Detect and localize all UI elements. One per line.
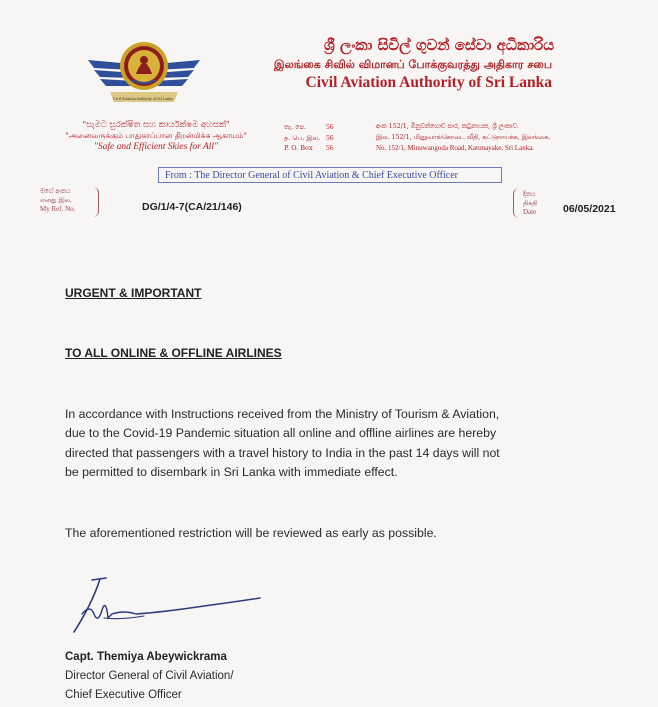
emblem-caption: Civil Aviation Authority of Sri Lanka	[113, 96, 173, 101]
address-tamil: இல. 152/1, மினுவாங்கொடை வீதி, கட்டுநாயக்க, இலங்கை.	[376, 133, 551, 141]
po-box-number: 56	[326, 143, 334, 152]
address-sinhala: අංක 152/1, මිනුවන්ගොඩ පාර, කටුනායක, ශ්‍රී ලංකාව.	[376, 123, 519, 130]
motto-sinhala: "සැමට සුරක්ෂිත සහ කාර්යක්ෂම අහසක්"	[82, 120, 230, 130]
po-box-block	[284, 122, 346, 154]
authority-name-tamil: இலங்கை சிவில் விமானப் போக்குவரத்து அதிகார சபை	[273, 58, 552, 71]
po-box-label: P. O. Box	[284, 144, 313, 152]
paragraph-line: be permitted to disembark in Sri Lanka with immediate effect.	[65, 464, 398, 479]
date-label-sinhala: දිනය	[523, 191, 536, 198]
letter-date: 06/05/2021	[563, 203, 616, 215]
reference-label-sinhala: මගේ අංකය	[40, 188, 71, 195]
motto-tamil: "அனைவருக்கும் பாதுகாப்பான திறன்மிக்க ஆகாயம்"	[65, 131, 247, 140]
motto-english: "Safe and Efficient Skies for All"	[93, 142, 219, 152]
motto-block	[36, 120, 276, 153]
reference-bracket	[92, 187, 99, 217]
signatory-title-line1: Director General of Civil Aviation/	[65, 670, 234, 682]
authority-name-english: Civil Aviation Authority of Sri Lanka	[305, 74, 552, 91]
paragraph-line: due to the Covid-19 Pandemic situation all online and offline airlines are hereby	[65, 426, 497, 441]
date-label-english: Date	[523, 208, 537, 216]
signatory-title-line2: Chief Executive Officer	[65, 689, 182, 701]
po-box-row	[284, 133, 346, 144]
heading-recipients: TO ALL ONLINE & OFFLINE AIRLINES	[65, 346, 282, 360]
date-label-tamil: திகதி	[523, 200, 538, 207]
signatory-name: Capt. Themiya Abeywickrama	[65, 651, 227, 663]
reference-label-english: My Ref. No.	[40, 205, 76, 213]
po-box-number: 56	[326, 122, 334, 131]
date-labels	[523, 190, 537, 217]
heading-urgent: URGENT & IMPORTANT	[65, 286, 202, 300]
po-box-label: තැ. පෙ.	[284, 123, 307, 131]
po-box-number: 56	[326, 132, 334, 142]
paragraph-line: directed that passengers with a travel history to India in the past 14 days will not	[65, 445, 500, 460]
reference-labels	[40, 187, 75, 214]
handwritten-signature	[64, 574, 264, 636]
address-english: No. 152/1, Minuwangoda Road, Katunayake, Sri Lanka.	[376, 144, 535, 152]
address-block	[376, 122, 646, 154]
date-bracket	[513, 188, 520, 218]
main-paragraph	[65, 405, 645, 482]
from-line: From : The Director General of Civil Aviation & Chief Executive Officer	[158, 167, 502, 183]
po-box-row	[284, 122, 346, 133]
po-box-row	[284, 143, 346, 154]
review-note: The aforementioned restriction will be reviewed as early as possible.	[65, 526, 437, 540]
paragraph-line: In accordance with Instructions received from the Ministry of Tourism & Aviation,	[65, 407, 500, 421]
reference-label-tamil: எனது இல.	[40, 197, 72, 204]
authority-name-sinhala: ශ්‍රී ලංකා සිවිල් ගුවන් සේවා අධිකාරිය	[324, 36, 554, 54]
po-box-label: த. பெ. இல.	[284, 133, 321, 142]
reference-number: DG/1/4-7(CA/21/146)	[142, 201, 242, 213]
